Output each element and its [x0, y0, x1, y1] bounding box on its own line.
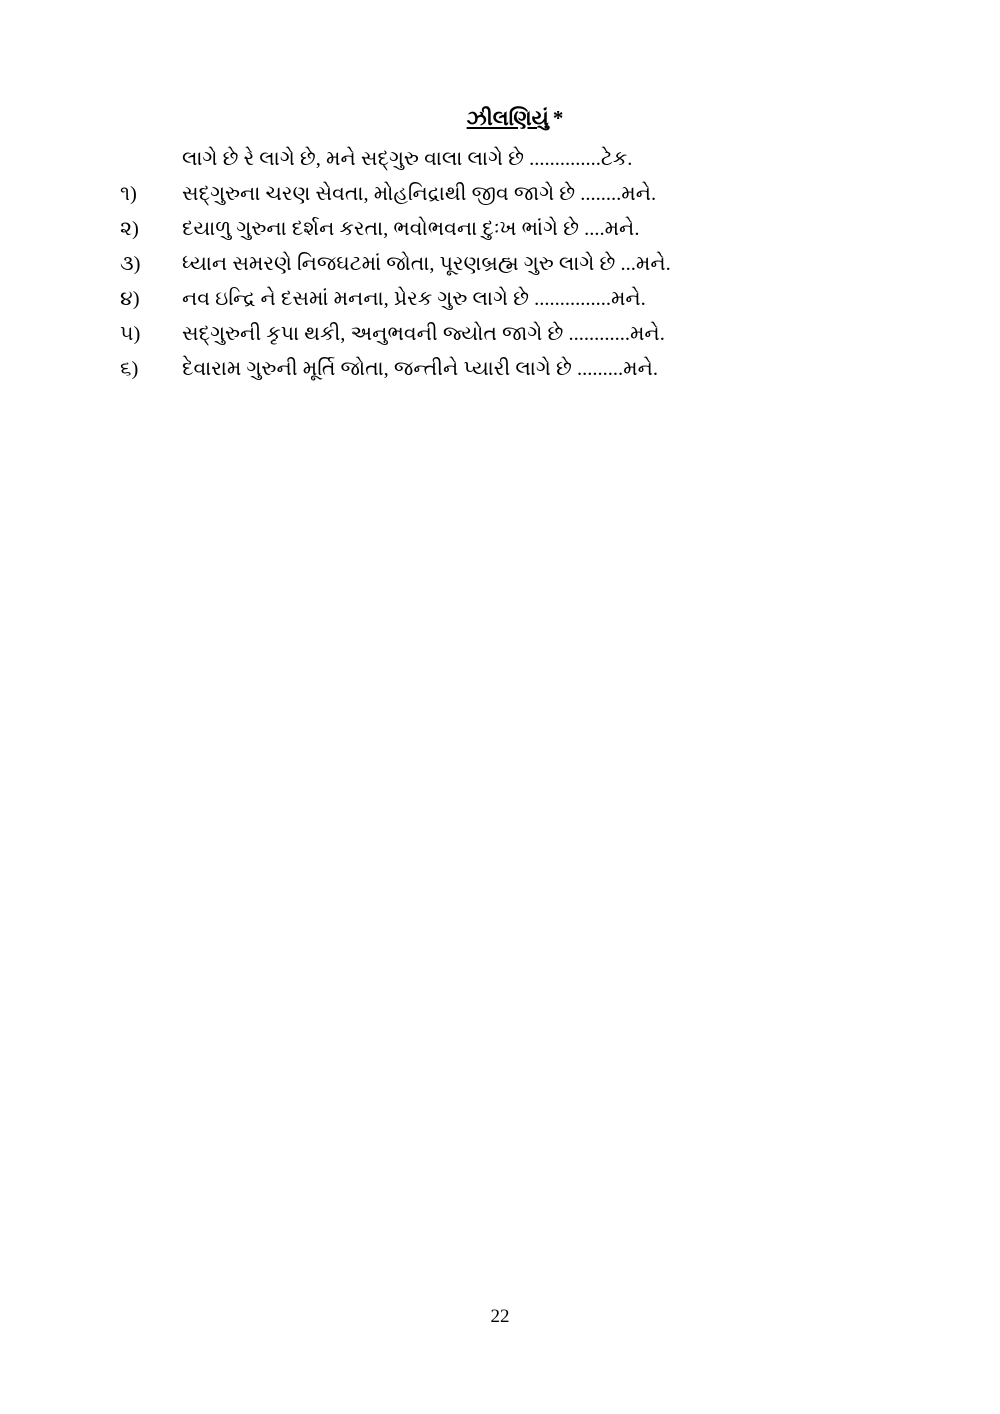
verse-item	[0, 286, 1000, 313]
verse-item	[0, 356, 1000, 383]
verse-text: નવ ઇન્દ્રિ ને દસમાં મનના, પ્રેરક ગુરુ લાગે છે ...............મને.	[182, 287, 646, 310]
refrain-line: લાગે છે રે લાગે છે, મને સદ્ગુરુ વાલા લાગે છે ..............ટેક.	[182, 148, 633, 170]
verse-text: દયાળુ ગુરુના દર્શન કરતા, ભવોભવના દુઃખ ભાંગે છે ....મને.	[182, 217, 640, 240]
verse-number: ૫)	[120, 322, 141, 345]
page-content	[0, 0, 1000, 391]
verse-number: ૪)	[120, 287, 140, 310]
verse-item	[0, 216, 1000, 243]
verse-number: ૨)	[120, 217, 139, 240]
page-title: ઝીલણિયું	[466, 106, 549, 130]
verse-text: સદ્ગુરુના ચરણ સેવતા, મોહનિદ્રાથી જીવ જાગે છે ........મને.	[182, 182, 657, 205]
verse-item	[0, 251, 1000, 278]
verse-text: દેવારામ ગુરુની મૂર્તિ જોતા, જન્તીને પ્યારી લાગે છે .........મને.	[182, 357, 658, 380]
verse-text: સદ્ગુરુની કૃપા થકી, અનુભવની જ્યોત જાગે છે ............મને.	[182, 322, 665, 345]
verse-number: ૧)	[120, 182, 137, 205]
verse-list	[0, 181, 1000, 383]
verse-item	[0, 181, 1000, 208]
title-asterisk: *	[552, 106, 564, 130]
verse-number: ૬)	[120, 357, 139, 380]
page-number: 22	[490, 1306, 510, 1327]
verse-text: ધ્યાન સમરણે નિજઘટમાં જોતા, પૂરણબ્રહ્મ ગુરુ લાગે છે ...મને.	[182, 252, 671, 275]
verse-number: ૩)	[120, 252, 141, 275]
verse-item	[0, 321, 1000, 348]
title-row	[0, 106, 1000, 131]
